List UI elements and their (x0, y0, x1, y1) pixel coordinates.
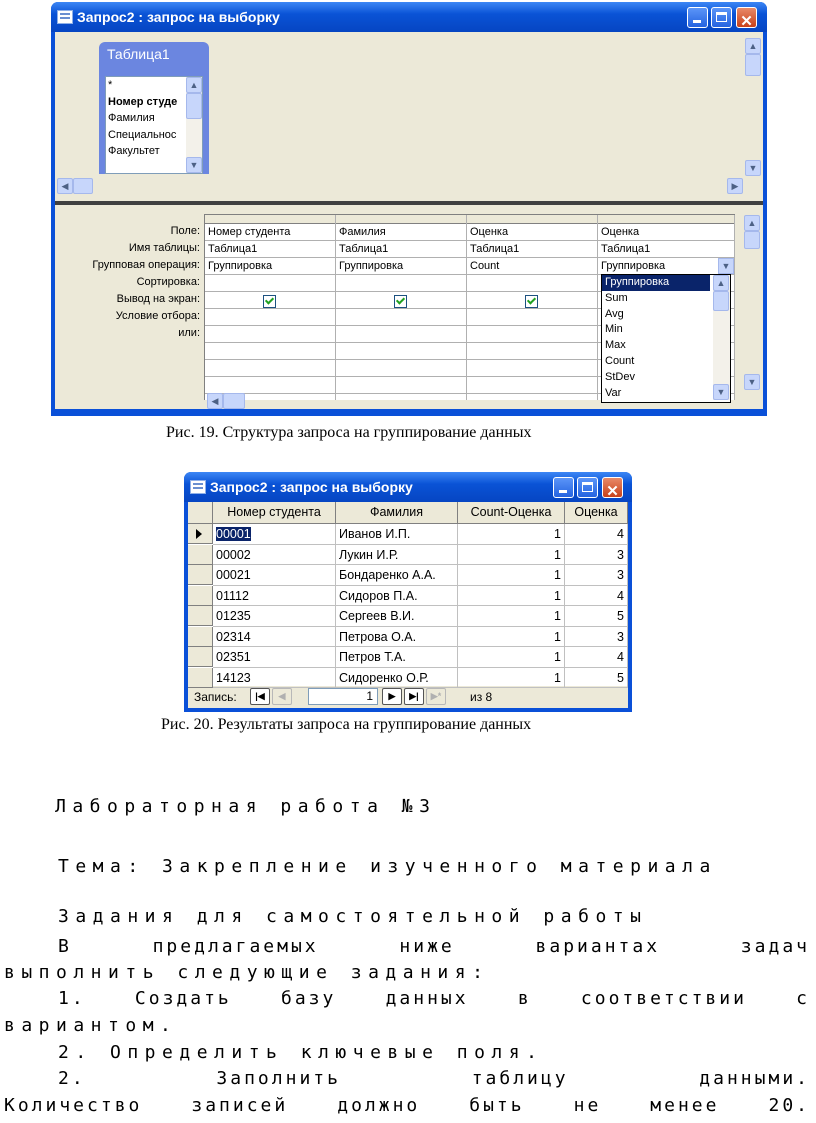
figure-caption: Рис. 20. Результаты запроса на группирование данных (161, 716, 532, 733)
table-cell[interactable]: Таблица1 (205, 241, 335, 258)
scroll-right-icon[interactable]: ▶ (727, 178, 743, 194)
table-cell[interactable]: Таблица1 (598, 241, 734, 258)
row-label: или: (178, 327, 200, 339)
scroll-thumb[interactable] (186, 93, 202, 119)
field-list-scrollbar[interactable] (186, 77, 202, 173)
table-cell[interactable]: 1 (458, 606, 565, 627)
empty-cell[interactable] (336, 343, 466, 360)
scroll-thumb[interactable] (744, 231, 760, 249)
table-row[interactable] (188, 586, 628, 607)
scroll-thumb[interactable] (713, 291, 729, 311)
sort-cell[interactable] (205, 275, 335, 292)
title-bar (51, 2, 767, 32)
close-icon: ✕ (606, 483, 619, 500)
group-dropdown-list[interactable] (601, 274, 731, 403)
field-cell[interactable]: Номер студента (205, 224, 335, 241)
row-label: Вывод на экран: (116, 293, 200, 305)
scroll-up-icon[interactable]: ▲ (186, 77, 202, 93)
previous-record-icon[interactable]: ◀ (272, 688, 292, 705)
dropdown-option[interactable]: Var (605, 386, 622, 399)
field-item[interactable]: Факультет (108, 145, 160, 157)
record-selector[interactable] (188, 647, 213, 667)
figure-caption: Рис. 19. Структура запроса на группирование данных (166, 424, 532, 441)
table-cell[interactable]: Бондаренко А.А. (336, 565, 458, 586)
close-icon: ✕ (740, 13, 753, 30)
record-label: Запись: (194, 690, 237, 704)
table-cell[interactable]: 4 (565, 647, 628, 668)
show-cell[interactable] (467, 292, 597, 309)
table-cell[interactable]: 1 (458, 524, 565, 545)
next-record-icon[interactable]: ▶ (382, 688, 402, 705)
sort-cell[interactable] (467, 275, 597, 292)
intro-line: выполнить следующие задания: (4, 962, 490, 983)
row-label: Имя таблицы: (128, 242, 200, 254)
dropdown-option[interactable]: Min (605, 323, 623, 336)
first-record-icon[interactable]: |◀ (250, 688, 270, 705)
table-cell[interactable]: Сидоров П.А. (336, 586, 458, 607)
table-cell[interactable]: 1 (458, 545, 565, 566)
maximize-icon (716, 12, 727, 22)
column-header[interactable]: Оценка (565, 502, 628, 524)
scroll-thumb[interactable] (73, 178, 93, 194)
table-cell[interactable]: 01112 (213, 586, 336, 607)
select-all-corner[interactable] (188, 502, 213, 524)
sort-cell[interactable] (336, 275, 466, 292)
record-selector[interactable] (188, 668, 213, 688)
field-cell[interactable]: Оценка (598, 224, 734, 241)
record-selector[interactable] (188, 606, 213, 626)
query-column[interactable] (467, 215, 598, 400)
scroll-thumb[interactable] (745, 54, 761, 76)
group-cell[interactable]: Группировка (336, 258, 466, 275)
dropdown-option[interactable]: StDev (605, 370, 635, 383)
task-item: 2. Заполнить таблицу данными. (58, 1068, 810, 1089)
empty-cell[interactable] (205, 343, 335, 360)
theme-line: Тема: Закрепление изученного материала (58, 856, 717, 877)
minimize-button[interactable] (553, 477, 574, 498)
dropdown-option[interactable]: Sum (605, 291, 628, 304)
table-cell[interactable] (213, 524, 336, 545)
query-icon (57, 10, 73, 24)
scroll-left-icon[interactable]: ◀ (207, 393, 223, 409)
group-cell[interactable]: Count (467, 258, 597, 275)
or-cell[interactable] (205, 326, 335, 343)
table-pane (55, 32, 763, 198)
table-cell[interactable]: 3 (565, 545, 628, 566)
table-cell[interactable]: 01235 (213, 606, 336, 627)
show-cell[interactable] (336, 292, 466, 309)
record-count: из 8 (470, 690, 493, 704)
dropdown-option[interactable]: Count (605, 354, 635, 367)
column-selector[interactable] (598, 215, 734, 224)
table-cell[interactable]: Таблица1 (467, 241, 597, 258)
scroll-up-icon[interactable]: ▲ (744, 215, 760, 231)
scroll-down-icon[interactable]: ▼ (713, 384, 729, 400)
datasheet-grid[interactable] (188, 502, 628, 686)
column-header[interactable]: Фамилия (336, 502, 458, 524)
or-cell[interactable] (467, 326, 597, 343)
table-cell[interactable]: 14123 (213, 668, 336, 689)
or-cell[interactable] (336, 326, 466, 343)
row-labels (55, 223, 200, 342)
column-selector[interactable] (467, 215, 597, 224)
row-label: Поле: (170, 225, 200, 237)
show-checkbox[interactable] (525, 295, 538, 308)
task-item: 1. Создать базу данных в соответствии с (58, 988, 810, 1009)
show-cell[interactable] (205, 292, 335, 309)
empty-cell[interactable] (205, 377, 335, 394)
criteria-cell[interactable] (205, 309, 335, 326)
table-cell[interactable]: 1 (458, 586, 565, 607)
dropdown-option[interactable]: Max (605, 339, 626, 352)
field-item[interactable]: Номер студе (108, 95, 178, 108)
row-label: Групповая операция: (92, 259, 200, 271)
tasks-title: Задания для самостоятельной работы (58, 906, 648, 927)
table-row[interactable] (188, 545, 628, 566)
table-row[interactable] (188, 524, 628, 545)
record-selector[interactable] (188, 545, 213, 565)
scroll-up-icon[interactable]: ▲ (713, 275, 729, 291)
maximize-button[interactable] (711, 7, 732, 28)
criteria-cell[interactable] (336, 309, 466, 326)
column-header[interactable]: Номер студента (213, 502, 336, 524)
close-button[interactable] (736, 7, 757, 28)
query-column[interactable] (336, 215, 467, 400)
query-column[interactable] (205, 215, 336, 400)
table-title: Таблица1 (107, 46, 170, 62)
table-cell[interactable]: Петрова О.А. (336, 627, 458, 648)
window-title: Запрос2 : запрос на выборку (77, 9, 280, 25)
selected-text: 00001 (216, 527, 251, 541)
query-result-window (184, 472, 632, 712)
group-combo-value: Группировка (601, 260, 666, 272)
group-combo[interactable] (598, 258, 734, 275)
record-selector[interactable] (188, 586, 213, 606)
table-cell[interactable]: 1 (458, 565, 565, 586)
record-number-input[interactable]: 1 (308, 688, 378, 705)
scroll-thumb[interactable] (223, 393, 245, 409)
table-field-list[interactable] (99, 42, 209, 174)
show-checkbox[interactable] (394, 295, 407, 308)
table-cell[interactable]: 00021 (213, 565, 336, 586)
table-row[interactable] (188, 647, 628, 668)
empty-cell[interactable] (205, 360, 335, 377)
dropdown-option[interactable]: Группировка (602, 275, 710, 291)
row-label: Условие отбора: (115, 310, 200, 322)
record-selector[interactable] (188, 524, 213, 544)
empty-cell[interactable] (467, 360, 597, 377)
table-row[interactable] (188, 606, 628, 627)
field-list[interactable] (105, 76, 203, 174)
table-cell[interactable]: 4 (565, 586, 628, 607)
pane-splitter[interactable] (55, 198, 763, 209)
scroll-down-icon[interactable]: ▼ (745, 160, 761, 176)
maximize-button[interactable] (577, 477, 598, 498)
table-cell[interactable]: 00002 (213, 545, 336, 566)
field-item[interactable]: Фамилия (108, 112, 155, 124)
title-bar (184, 472, 632, 502)
field-item[interactable]: Специальнос (108, 128, 177, 141)
table-cell[interactable]: 02351 (213, 647, 336, 668)
column-header[interactable]: Count-Оценка (458, 502, 565, 524)
field-item[interactable]: * (108, 79, 113, 91)
field-cell[interactable]: Фамилия (336, 224, 466, 241)
minimize-button[interactable] (687, 7, 708, 28)
close-button[interactable] (602, 477, 623, 498)
scroll-down-icon[interactable]: ▼ (744, 374, 760, 390)
empty-cell[interactable] (467, 343, 597, 360)
table-cell[interactable]: 1 (458, 668, 565, 689)
lab-heading: Лабораторная работа №3 (55, 796, 437, 817)
empty-cell[interactable] (467, 377, 597, 394)
dropdown-scrollbar[interactable] (713, 275, 730, 400)
query-icon (190, 480, 206, 494)
task-item: вариантом. (4, 1015, 178, 1036)
table-cell[interactable]: 3 (565, 627, 628, 648)
empty-cell[interactable] (336, 377, 466, 394)
column-selector[interactable] (205, 215, 335, 224)
task-item: Количество записей должно быть не менее 20. (4, 1095, 810, 1116)
chevron-down-icon[interactable]: ▼ (718, 258, 734, 274)
record-navigator (188, 686, 628, 708)
table-cell[interactable]: 1 (458, 627, 565, 648)
new-record-icon[interactable]: ▶* (426, 688, 446, 705)
table-row[interactable] (188, 627, 628, 648)
scroll-up-icon[interactable]: ▲ (745, 38, 761, 54)
last-record-icon[interactable]: ▶| (404, 688, 424, 705)
minimize-icon (559, 490, 567, 493)
scroll-down-icon[interactable]: ▼ (186, 157, 202, 173)
table-cell[interactable]: 1 (458, 647, 565, 668)
group-cell[interactable]: Группировка (205, 258, 335, 275)
current-record-icon (196, 529, 202, 539)
maximize-icon (582, 482, 593, 492)
task-item: 2. Определить ключевые поля. (58, 1042, 544, 1063)
column-selector[interactable] (336, 215, 466, 224)
window-title: Запрос2 : запрос на выборку (210, 479, 413, 495)
intro-line: В предлагаемых ниже вариантах задач (58, 936, 810, 957)
table-cell[interactable]: Сидоренко О.Р. (336, 668, 458, 689)
record-selector[interactable] (188, 627, 213, 647)
table-cell[interactable]: Иванов И.П. (336, 524, 458, 545)
datasheet (188, 502, 628, 708)
scroll-left-icon[interactable]: ◀ (57, 178, 73, 194)
table-cell[interactable]: 4 (565, 524, 628, 545)
table-cell[interactable]: Таблица1 (336, 241, 466, 258)
table-cell[interactable]: Лукин И.Р. (336, 545, 458, 566)
record-selector[interactable] (188, 565, 213, 585)
show-checkbox[interactable] (263, 295, 276, 308)
table-cell[interactable]: Петров Т.А. (336, 647, 458, 668)
criteria-cell[interactable] (467, 309, 597, 326)
minimize-icon (693, 20, 701, 23)
table-cell[interactable]: 02314 (213, 627, 336, 648)
table-cell[interactable]: Сергеев В.И. (336, 606, 458, 627)
table-row[interactable] (188, 565, 628, 586)
table-cell[interactable]: 3 (565, 565, 628, 586)
row-label: Сортировка: (136, 276, 200, 288)
table-cell[interactable]: 5 (565, 668, 628, 689)
field-cell[interactable]: Оценка (467, 224, 597, 241)
table-cell[interactable]: 5 (565, 606, 628, 627)
empty-cell[interactable] (336, 360, 466, 377)
dropdown-option[interactable]: Avg (605, 307, 624, 320)
